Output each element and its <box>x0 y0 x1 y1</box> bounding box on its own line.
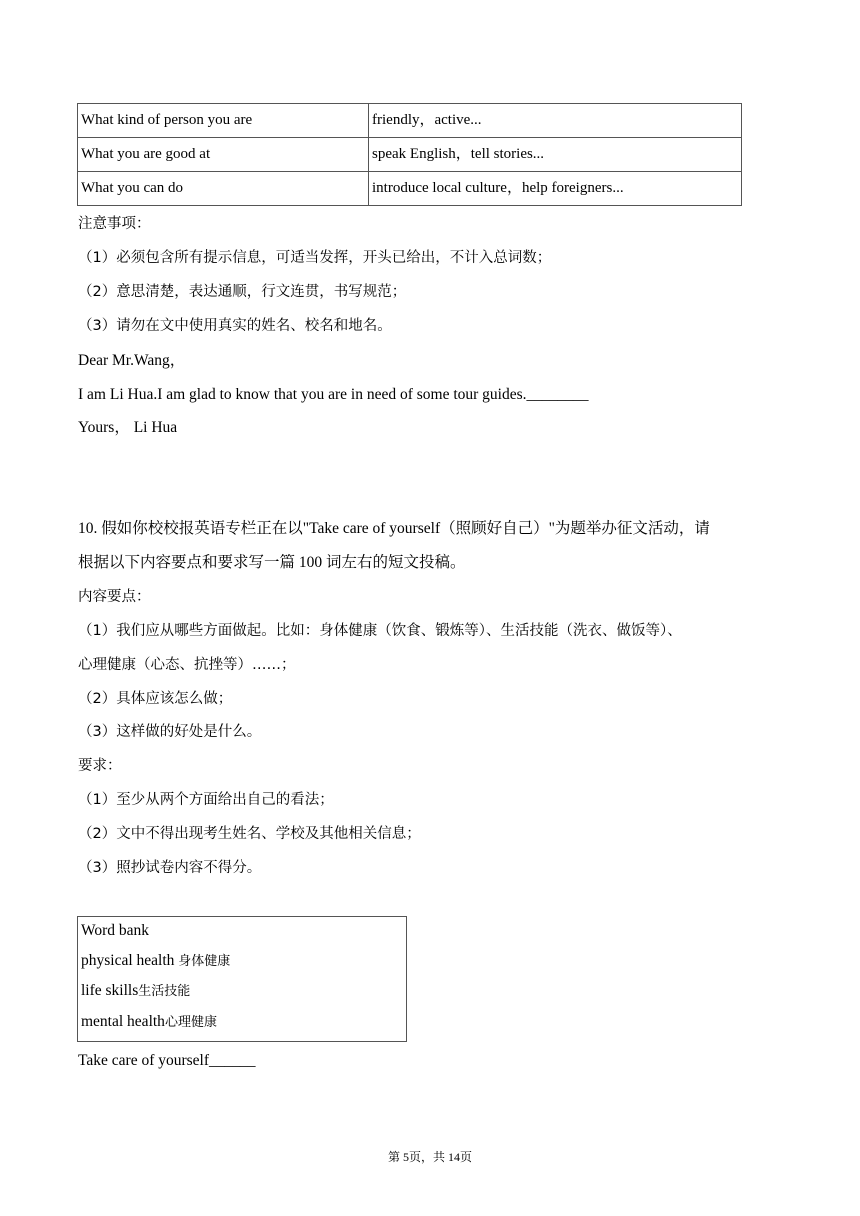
table-row <box>78 104 742 138</box>
requirement-item: （2）文中不得出现考生姓名、学校及其他相关信息； <box>78 826 421 842</box>
point-item: （1）我们应从哪些方面做起。比如：身体健康（饮食、锻炼等）、生活技能（洗衣、做饭等）、 <box>78 623 682 639</box>
requirement-item: （3）照抄试卷内容不得分。 <box>78 860 262 876</box>
table-cell-label: What you are good at <box>78 138 369 172</box>
table-cell-value: introduce local culture，help foreigners... <box>369 172 742 206</box>
word-bank-entry-cn: 生活技能 <box>138 984 191 999</box>
points-heading: 内容要点： <box>78 589 151 605</box>
word-bank-title: Word bank <box>81 922 150 939</box>
note-item: （1）必须包含所有提示信息，可适当发挥，开头已给出，不计入总词数； <box>78 250 552 266</box>
word-bank-entry-cn: 心理健康 <box>164 1015 217 1030</box>
letter-closing: Yours， Li Hua <box>78 419 178 436</box>
word-bank-entry-en: mental health <box>81 1013 165 1030</box>
page-footer: 第 5页，共 14页 <box>387 1150 472 1164</box>
table-row <box>78 172 742 206</box>
table-row <box>78 138 742 172</box>
word-bank-entry <box>81 951 230 972</box>
word-bank-entry-cn: 身体健康 <box>178 954 231 969</box>
word-bank-entry-en: life skills <box>81 982 139 999</box>
point-item: 心理健康（心态、抗挫等）……； <box>78 657 296 673</box>
word-bank-entry-en: physical health <box>81 952 175 969</box>
notes-heading: 注意事项： <box>78 216 151 232</box>
word-bank-box <box>77 916 407 1042</box>
word-bank-entry <box>81 1012 217 1033</box>
prompt-info-table <box>77 103 742 206</box>
question-10-prompt-continued: 根据以下内容要点和要求写一篇 100 词左右的短文投稿。 <box>78 554 466 571</box>
table-cell-label: What kind of person you are <box>78 104 369 138</box>
note-item: （2）意思清楚，表达通顺，行文连贯，书写规范； <box>78 284 407 300</box>
table-cell-value: friendly，active... <box>369 104 742 138</box>
requirement-item: （1）至少从两个方面给出自己的看法； <box>78 792 334 808</box>
table-cell-label: What you can do <box>78 172 369 206</box>
note-item: （3）请勿在文中使用真实的姓名、校名和地名。 <box>78 318 392 334</box>
answer-line: Take care of yourself______ <box>78 1052 256 1069</box>
letter-greeting: Dear Mr.Wang， <box>78 352 186 369</box>
requirements-heading: 要求： <box>78 758 122 774</box>
question-10-prompt: 10. 假如你校校报英语专栏正在以"Take care of yourself（照顾好自己）"为题举办征文活动，请 <box>78 520 710 537</box>
point-item: （2）具体应该怎么做； <box>78 691 233 707</box>
point-item: （3）这样做的好处是什么。 <box>78 724 262 740</box>
table-cell-value: speak English，tell stories... <box>369 138 742 172</box>
word-bank-entry <box>81 981 190 1002</box>
letter-opening: I am Li Hua.I am glad to know that you are in need of some tour guides.________ <box>78 386 589 403</box>
